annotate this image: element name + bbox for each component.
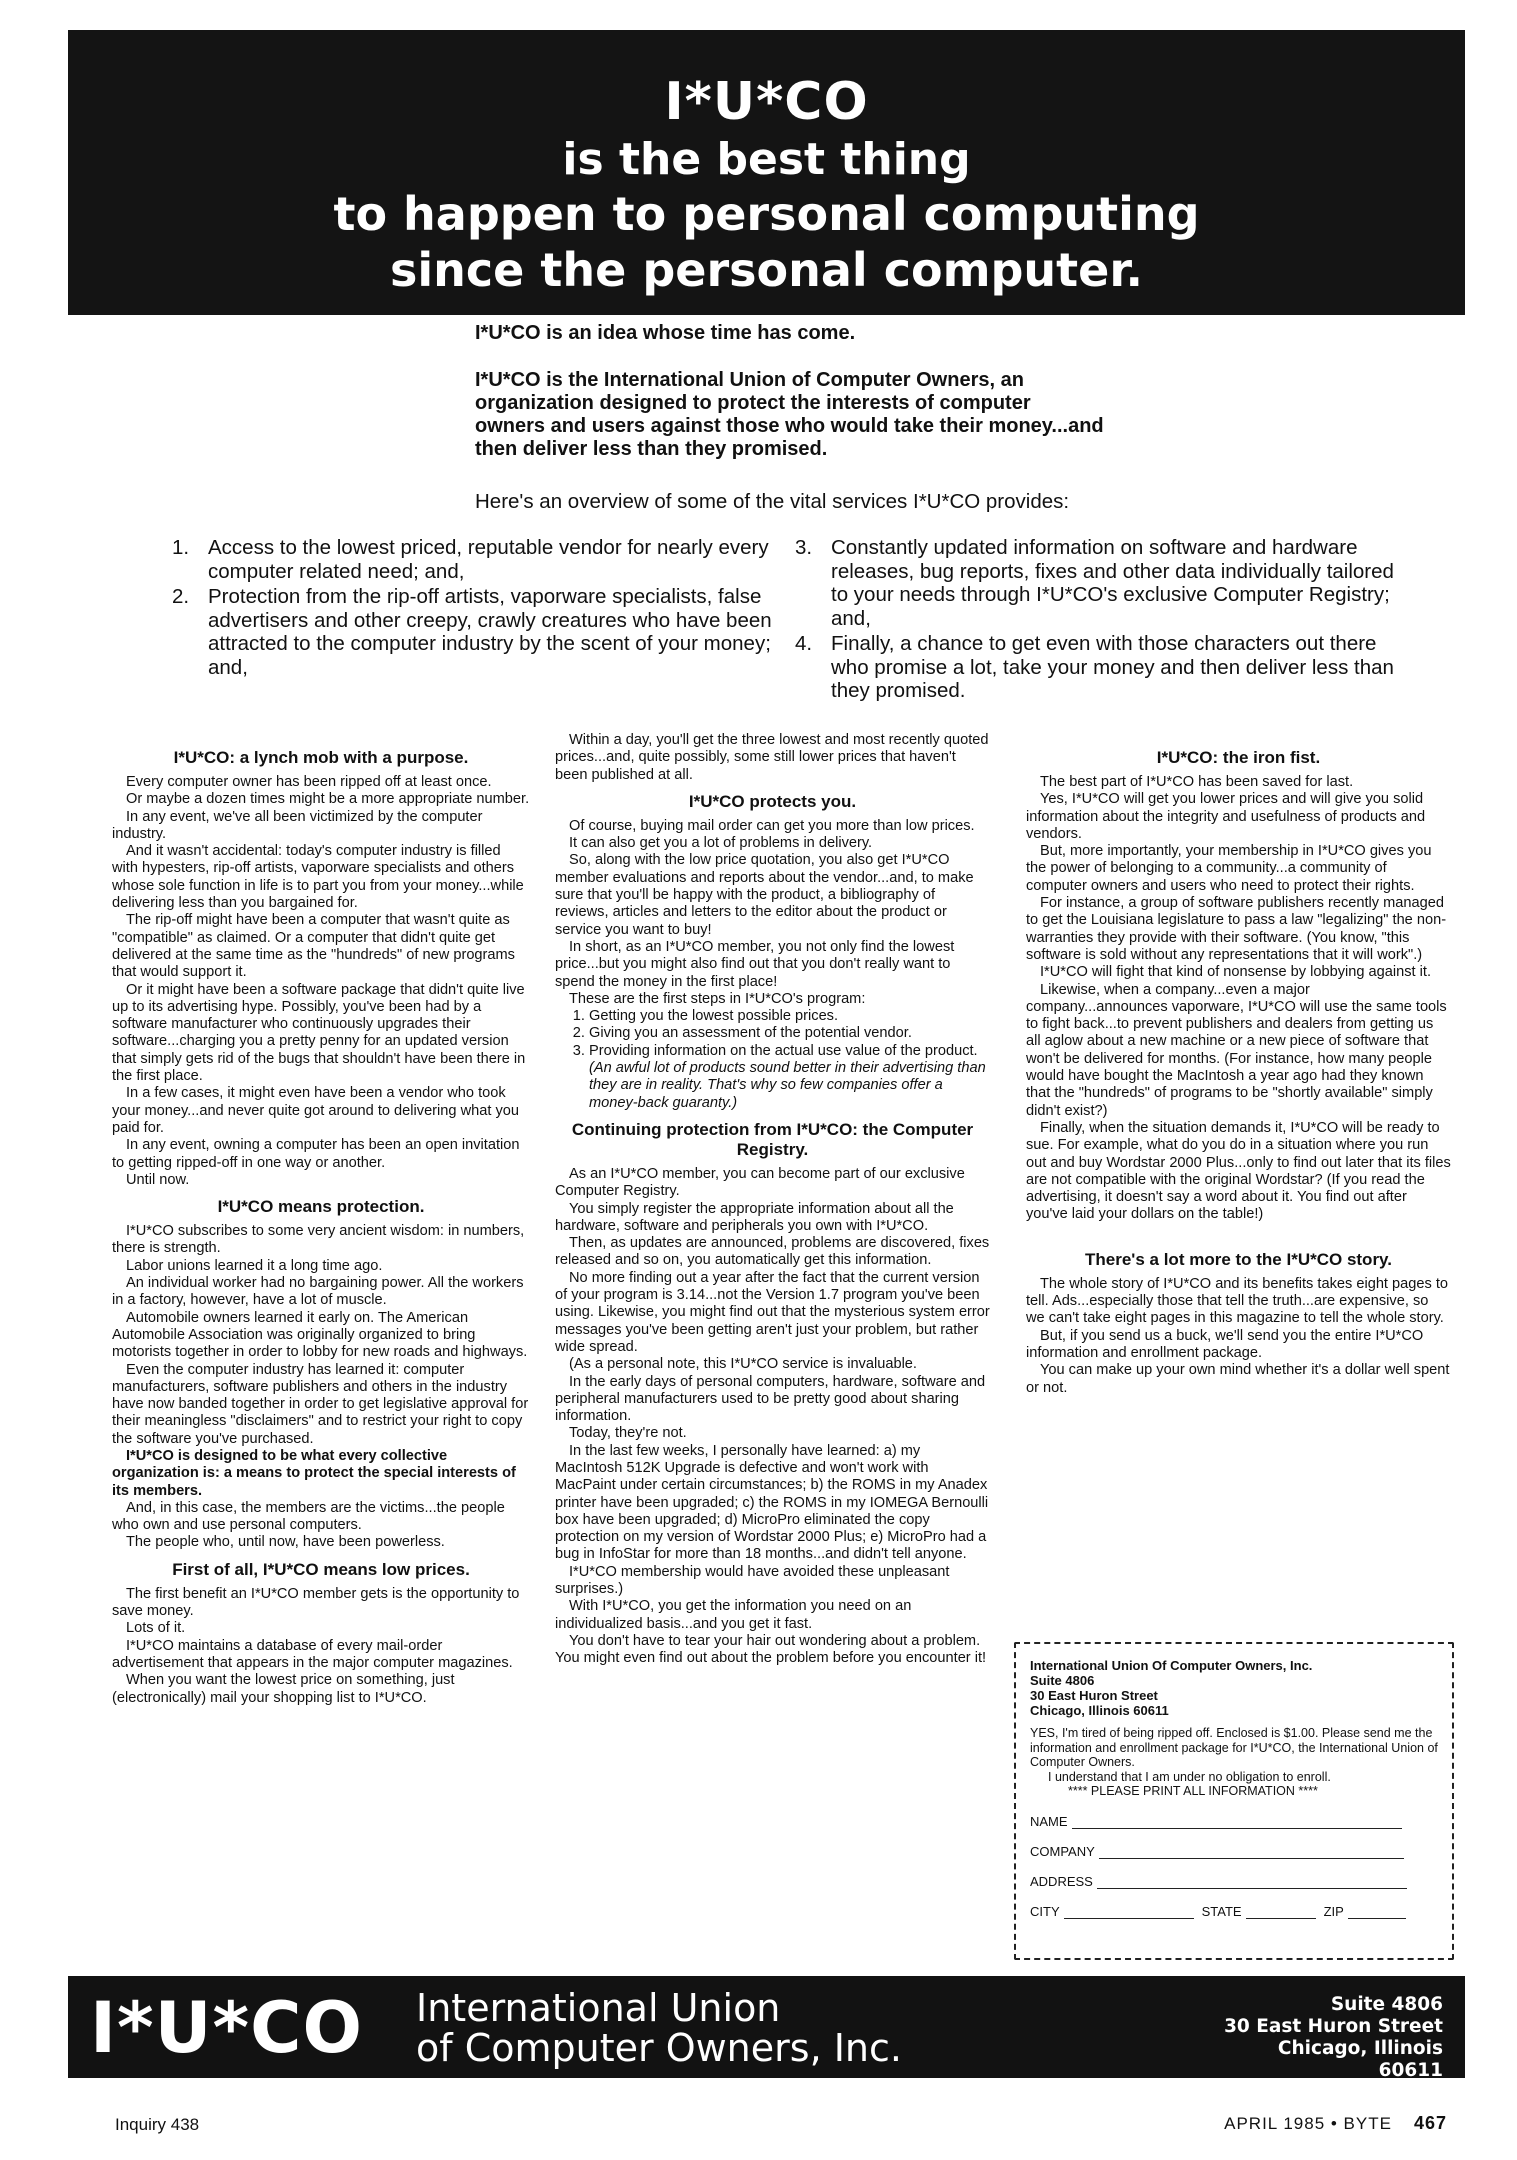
service-text: Finally, a chance to get even with those characters out there who promise a lot, take your money and then deliver less than they promised. [831, 632, 1394, 702]
paragraph: The whole story of I*U*CO and its benefits takes eight pages to tell. Ads...especially those that tell the truth...are expensive, so we can't take eight pages in this magazine to tell the whole story. [1026, 1275, 1449, 1327]
zip-label: ZIP [1323, 1903, 1344, 1919]
paragraph: Until now. [126, 1171, 190, 1188]
coupon-fields [1030, 1814, 1438, 1919]
section-heading: There's a lot more to the I*U*CO story. [1085, 1249, 1392, 1269]
paragraph: Even the computer industry has learned it: computer manufacturers, software publishers and others in the industry have now banded together in order to get legislative approval for their meaningless "disclaimers" and to restrict your right to copy the software you've purchased. [112, 1361, 529, 1447]
service-text: Access to the lowest priced, reputable vendor for nearly every computer related need; and, [208, 536, 769, 583]
coupon-address [1030, 1658, 1438, 1718]
step-note: (An awful lot of products sound better in their advertising than they are in reality. That's why so few companies offer a money-back guaranty.) [589, 1060, 986, 1111]
section-heading: First of all, I*U*CO means low prices. [172, 1559, 470, 1579]
footer-street: 30 East Huron Street [1224, 2016, 1443, 2037]
section-heading: Continuing protection from I*U*CO: the Computer Registry. [571, 1119, 974, 1159]
org-name-line-1: International Union [416, 1986, 781, 2030]
coupon-body [1030, 1726, 1438, 1799]
name-field[interactable] [1030, 1814, 1438, 1829]
service-number: 4. [795, 632, 813, 655]
paragraph: I*U*CO membership would have avoided these unpleasant surprises.) [555, 1563, 950, 1598]
paragraph: The best part of I*U*CO has been saved for last. [1040, 774, 1354, 790]
intro-description: I*U*CO is the International Union of Computer Owners, an organization designed to protect the interests of computer owners and users against those who would take their money...and then deliver less than they promised. [475, 369, 1104, 460]
paragraph: These are the first steps in I*U*CO's program: [569, 990, 866, 1007]
services-list-right [795, 536, 1395, 705]
footer-address [1213, 1994, 1443, 2082]
paragraph: In short, as an I*U*CO member, you not only find the lowest price...but you might also find out that you don't really want to spend the money in the first place! [555, 938, 955, 990]
hero-line-2: is the best thing [562, 134, 971, 185]
paragraph: So, along with the low price quotation, you also get I*U*CO member evaluations and reports about the vendor...and, to make sure that you'll be happy with the product, a bibliography of reviews, articles and letters to the editor about the product or service you want to buy! [555, 852, 974, 938]
coupon-offer-text: YES, I'm tired of being ripped off. Enclosed is $1.00. Please send me the information and enrollment package for I*U*CO, the International Union of Computer Owners. [1030, 1726, 1438, 1769]
paragraph: Yes, I*U*CO will get you lower prices and will give you solid information about the integrity and usefulness of products and vendors. [1026, 791, 1426, 842]
service-number: 2. [172, 585, 190, 608]
paragraph: I*U*CO will fight that kind of nonsense by lobbying against it. [1040, 964, 1432, 981]
paragraph: Labor unions learned it a long time ago. [126, 1257, 383, 1274]
coupon-street: 30 East Huron Street [1030, 1688, 1158, 1703]
address-field[interactable] [1030, 1874, 1438, 1889]
state-label: STATE [1201, 1903, 1242, 1919]
paragraph: The people who, until now, have been powerless. [126, 1534, 445, 1551]
paragraph: You simply register the appropriate information about all the hardware, software and peripherals you own with I*U*CO. [555, 1200, 954, 1234]
paragraph: Within a day, you'll get the three lowest and most recently quoted prices...and, quite possibly, some still lower prices that haven't been published at all. [555, 732, 989, 783]
section-heading: I*U*CO: a lynch mob with a purpose. [173, 748, 469, 767]
paragraph: In any event, owning a computer has been an open invitation to getting ripped-off in one way or another. [112, 1137, 520, 1171]
section-heading: I*U*CO protects you. [688, 791, 857, 811]
coupon-city: Chicago, Illinois 60611 [1030, 1703, 1169, 1718]
section-heading: I*U*CO: the iron fist. [1156, 748, 1321, 767]
footer-city: Chicago, Illinois 60611 [1277, 2038, 1443, 2081]
hero-line-4: since the personal computer. [390, 243, 1143, 297]
paragraph: (As a personal note, this I*U*CO service is invaluable. [569, 1356, 917, 1373]
paragraph: You don't have to tear your hair out wondering about a problem. You might even find out about the problem before you encounter it! [555, 1632, 987, 1667]
name-label: NAME [1030, 1813, 1068, 1829]
service-number: 1. [172, 536, 190, 559]
city-line[interactable] [1064, 1904, 1194, 1919]
paragraph: And, in this case, the members are the victims...the people who own and use personal computers. [112, 1499, 505, 1534]
hero-banner [68, 30, 1465, 315]
state-line[interactable] [1246, 1904, 1316, 1919]
paragraph: Or maybe a dozen times might be a more appropriate number. [126, 791, 530, 808]
page-info [1224, 2113, 1447, 2134]
coupon-obligation-text: I understand that I am under no obligation to enroll. [1048, 1769, 1331, 1784]
section-heading: I*U*CO means protection. [217, 1197, 425, 1217]
name-line[interactable] [1072, 1814, 1402, 1829]
paragraph: Lots of it. [126, 1620, 186, 1637]
paragraph: An individual worker had no bargaining power. All the workers in a factory, however, have a lot of muscle. [112, 1275, 524, 1309]
issue-date: APRIL 1985 • BYTE [1224, 2114, 1392, 2133]
paragraph: Of course, buying mail order can get you more than low prices. [569, 817, 975, 834]
paragraph: In the early days of personal computers, hardware, software and peripheral manufacturers used to be pretty good about sharing information. [555, 1373, 986, 1425]
services-list-left [172, 536, 774, 681]
overview-text: Here's an overview of some of the vital services I*U*CO provides: [475, 490, 1070, 513]
company-label: COMPANY [1030, 1843, 1095, 1859]
program-steps-list [555, 1008, 990, 1112]
company-field[interactable] [1030, 1844, 1438, 1859]
address-line[interactable] [1097, 1874, 1407, 1889]
footer-suite: Suite 4806 [1330, 1994, 1443, 2015]
paragraph: I*U*CO maintains a database of every mail-order advertisement that appears in the major computer magazines. [112, 1637, 513, 1671]
service-item [172, 536, 774, 583]
column-1 [112, 740, 530, 1707]
service-text: Constantly updated information on software and hardware releases, bug reports, fixes and other data individually tailored to your needs through I*U*CO's exclusive Computer Registry; and, [831, 536, 1394, 630]
coupon-print-note: **** PLEASE PRINT ALL INFORMATION **** [1068, 1784, 1318, 1798]
paragraph: No more finding out a year after the fact that the current version of your program is 3.14...not the Version 1.7 program you've been using. Likewise, you might find out that the mysterious system error messages you've been getting aren't just your problem, but rather wide spread. [555, 1269, 990, 1355]
list-item: 1. Getting you the lowest possible prices. [589, 1008, 990, 1025]
service-item [795, 536, 1395, 630]
paragraph: In a few cases, it might even have been a vendor who took your money...and never quite got around to delivering what you paid for. [112, 1085, 519, 1136]
paragraph: But, more importantly, your membership in I*U*CO gives you the power of belonging to a community...a community of computer owners and users who need to protect their rights. [1026, 843, 1432, 894]
paragraph: You can make up your own mind whether it's a dollar well spent or not. [1026, 1362, 1450, 1396]
hero-line-3: to happen to personal computing [333, 187, 1200, 241]
paragraph: For instance, a group of software publishers recently managed to get the Louisiana legislature to pass a law "legalizing" the non-warranties they provide with their software. (You know, "this software is sold without any representations that it will work".) [1026, 895, 1447, 963]
paragraph: Finally, when the situation demands it, I*U*CO will be ready to sue. For example, what do you do in a situation where you run out and buy Wordstar 2000 Plus...only to find out later that its files are not compatible with the original Wordstar? (If you read the advertising, it doesn't say a word about it. You find out after you've laid your dollars on the table!) [1026, 1119, 1451, 1223]
paragraph: Likewise, when a company...even a major company...announces vaporware, I*U*CO will use the same tools to fight back...to prevent publishers and dealers from getting us all aglow about a new machine or a new piece of software that won't be delivered for months. (For instance, how many people would have bought the MacIntosh a year ago had they known that the "hundreds" of programs to be "shortly available" simply didn't exist?) [1026, 981, 1447, 1119]
paragraph: When you want the lowest price on something, just (electronically) mail your shopping list to I*U*CO. [112, 1672, 455, 1706]
list-item [589, 1043, 990, 1112]
paragraph: And it wasn't accidental: today's computer industry is filled with hypesters, rip-off artists, vaporware specialists and others whose sole function in life is to part you from your money...while delivering less than you bargained for. [112, 843, 524, 912]
paragraph: I*U*CO subscribes to some very ancient wisdom: in numbers, there is strength. [112, 1223, 525, 1257]
paragraph: With I*U*CO, you get the information you need on an individualized basis...and you get it fast. [555, 1598, 912, 1632]
zip-line[interactable] [1348, 1904, 1406, 1919]
paragraph: The rip-off might have been a computer that wasn't quite as "compatible" as claimed. Or a computer that didn't quite get delivered at the same time as the "hundreds" of new programs that would support it. [112, 912, 515, 981]
paragraph: It can also get you a lot of problems in delivery. [569, 835, 873, 852]
service-item [172, 585, 774, 679]
paragraph: Every computer owner has been ripped off at least once. [126, 774, 492, 790]
footer-banner [68, 1976, 1465, 2081]
hero-title: I*U*CO [664, 72, 869, 132]
order-coupon [1014, 1642, 1454, 1960]
paragraph: I*U*CO is designed to be what every collective organization is: a means to protect the special interests of its members. [112, 1447, 516, 1499]
paragraph: But, if you send us a buck, we'll send you the entire I*U*CO information and enrollment package. [1026, 1327, 1424, 1361]
list-item: 2. Giving you an assessment of the potential vendor. [589, 1025, 990, 1042]
coupon-org: International Union Of Computer Owners, Inc. [1030, 1658, 1313, 1673]
paragraph: In any event, we've all been victimized by the computer industry. [112, 808, 483, 842]
page-number: 467 [1413, 2113, 1447, 2133]
column-3 [1026, 740, 1451, 1397]
service-item [795, 632, 1395, 703]
paragraph: As an I*U*CO member, you can become part of our exclusive Computer Registry. [555, 1165, 965, 1200]
paragraph: Then, as updates are announced, problems are discovered, fixes released and so on, you automatically get this information. [555, 1235, 990, 1269]
paragraph: Today, they're not. [569, 1425, 687, 1442]
inquiry-number: Inquiry 438 [115, 2115, 200, 2134]
step-text: Providing information on the actual use value of the product. [589, 1042, 978, 1059]
logo: I*U*CO [90, 1987, 363, 2069]
paragraph: Or it might have been a software package that didn't quite live up to its advertising hype. Possibly, you've been had by a software manufacturer who continuously upgrades their software...charging you a pretty penny for an updated version that simply gets rid of the bugs that shouldn't have been there in the first place. [112, 981, 526, 1085]
org-name [416, 1988, 902, 2068]
city-state-zip-field[interactable] [1030, 1904, 1438, 1919]
service-text: Protection from the rip-off artists, vaporware specialists, false advertisers and other creepy, crawly creatures who have been attracted to the computer industry by the scent of your money; and, [208, 585, 772, 679]
intro-block [475, 322, 1105, 481]
paragraph: In the last few weeks, I personally have learned: a) my MacIntosh 512K Upgrade is defective and won't work with MacPaint under certain circumstances; b) the ROMS in my Anadex printer have been upgraded; c) the ROMS in my IOMEGA Bernoulli box have been upgraded; d) MicroPro eliminated the copy protection on my version of Wordstar 2000 Plus; e) MicroPro had a bug in InfoStar for more than 18 months...and didn't tell anyone. [555, 1442, 989, 1563]
intro-headline: I*U*CO is an idea whose time has come. [475, 322, 856, 344]
service-number: 3. [795, 536, 813, 559]
city-label: CITY [1030, 1903, 1060, 1919]
column-2 [555, 732, 990, 1668]
company-line[interactable] [1099, 1844, 1404, 1859]
paragraph: Automobile owners learned it early on. The American Automobile Association was originally organized to bring motorists together in order to lobby for new roads and highways. [112, 1309, 528, 1361]
address-label: ADDRESS [1030, 1873, 1093, 1889]
org-name-line-2: of Computer Owners, Inc. [416, 2026, 902, 2070]
paragraph: The first benefit an I*U*CO member gets is the opportunity to save money. [112, 1585, 520, 1620]
coupon-suite: Suite 4806 [1030, 1673, 1095, 1688]
